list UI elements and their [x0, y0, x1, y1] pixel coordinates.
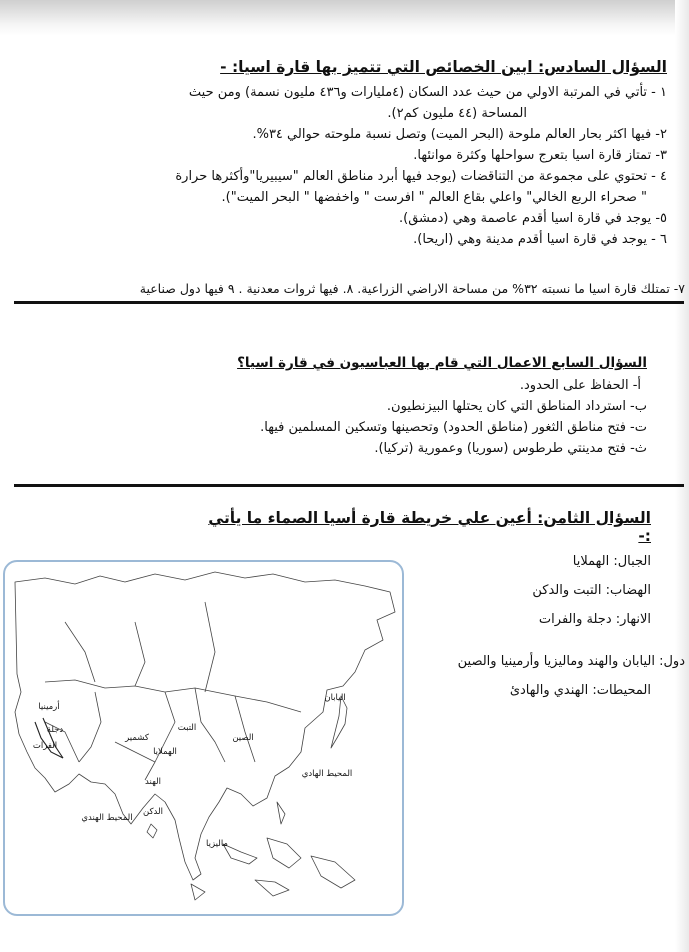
q6-line-5: ٤ - تحتوي على مجموعة من التناقضات (يوجد فيها أبرد مناطق العالم "سيبيريا"وأكثرها حرارة: [175, 169, 667, 184]
asia-blank-map: [3, 560, 404, 916]
q8-countries: دول: اليابان والهند وماليزيا وأرمينيا والصين: [457, 654, 685, 669]
question-8-title: السؤال الثامن: أعين علي خريطة قارة أسيا الصماء ما يأتي :-: [208, 509, 651, 545]
q8-oceans: المحيطات: الهندي والهادئ: [509, 683, 651, 698]
q7-line-b: ب- استرداد المناطق التي كان يحتلها البيزنطيون.: [386, 399, 647, 414]
map-label-indian-ocean: المحيط الهندي: [81, 813, 133, 823]
map-label-china: الصين: [232, 733, 254, 743]
q8-mountains: الجبال: الهملايا: [572, 554, 651, 569]
q7-line-a: أ- الحفاظ على الحدود.: [519, 378, 641, 393]
q8-rivers: الانهار: دجلة والفرات: [538, 612, 651, 627]
tigris-river: [43, 718, 63, 758]
asia-coastline: [15, 572, 395, 880]
map-label-india: الهند: [145, 777, 161, 787]
map-label-malaysia: ماليزيا: [206, 839, 228, 849]
q6-line-2: المساحة (٤٤ مليون كم٢).: [387, 106, 527, 121]
map-label-euphrates: الفرات: [32, 741, 58, 751]
map-label-pacific: المحيط الهادي: [301, 769, 353, 779]
q6-line-9: ٧- تمتلك قارة اسيا ما نسبته ٣٢% من مساحة الاراضي الزراعية. ٨. فيها ثروات معدنية . ٩ فيها دول صناعية: [139, 281, 685, 296]
map-label-tigris: دجلة: [46, 725, 64, 735]
q6-line-6: " صحراء الربع الخالي" واعلي بقاع العالم " افرست " واخفضها " البحر الميت").: [221, 190, 647, 205]
question-8: [191, 509, 651, 545]
question-6-title: السؤال السادس: ابين الخصائص التي تتميز بها قارة اسيا: -: [220, 58, 667, 76]
q8-plateaus: الهضاب: التبت والدكن: [532, 583, 651, 598]
map-label-himalaya: الهملايا: [153, 747, 177, 757]
q6-line-3: ٢- فيها اكثر بحار العالم ملوحة (البحر الميت) وتصل نسبة ملوحته حوالي ٣٤%.: [252, 127, 667, 142]
map-label-tibet: التبت: [177, 723, 197, 733]
q6-line-4: ٣- تمتاز قارة اسيا بتعرج سواحلها وكثرة موانئها.: [413, 148, 667, 163]
map-label-kashmir: كشمير: [125, 733, 149, 743]
q6-line-7: ٥- يوجد في قارة اسيا أقدم عاصمة وهي (دمشق).: [398, 211, 667, 226]
scan-right-shadow: [675, 0, 689, 952]
map-label-japan: اليابان: [324, 693, 346, 703]
map-label-deccan: الدكن: [143, 807, 163, 817]
scan-top-shadow: [0, 0, 689, 36]
q6-line-8: ٦ - يوجد في قارة اسيا أقدم مدينة وهي (اريحا).: [413, 232, 667, 247]
separator-2: [14, 484, 684, 487]
q7-line-d: ث- فتح مدينتي طرطوس (سوريا) وعمورية (تركيا).: [374, 441, 647, 456]
japan-outline: [331, 696, 347, 748]
asia-map-outline: [5, 562, 401, 913]
q6-line-1: ١ - تأتي في المرتبة الاولي من حيث عدد السكان (٤مليارات و٤٣٦ مليون نسمة) ومن حيث: [188, 85, 667, 100]
question-6: [17, 58, 667, 250]
q6-line-9-block: [3, 278, 685, 299]
separator-1: [14, 301, 684, 304]
question-7: [27, 355, 647, 459]
question-7-title: السؤال السابع الاعمال التي قام بها العباسيون في قارة اسيا؟: [237, 355, 647, 371]
q7-line-c: ت- فتح مناطق الثغور (مناطق الحدود) وتحصينها وتسكين المسلمين فيها.: [260, 420, 647, 435]
map-label-armenia: أرمينيا: [38, 702, 60, 712]
q8-countries-block: [355, 651, 685, 672]
